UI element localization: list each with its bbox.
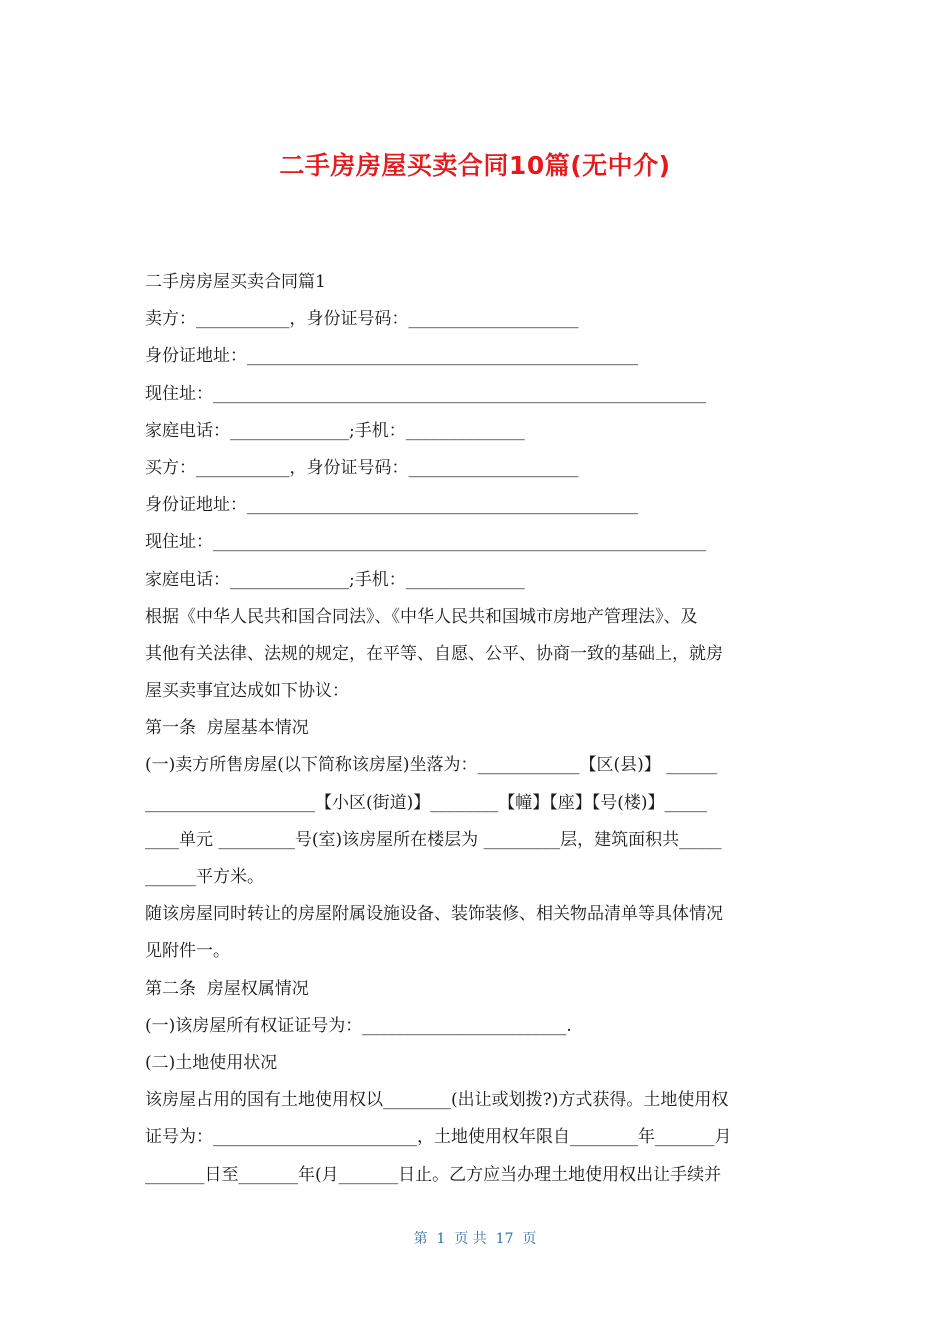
text-line: ____________________【小区(街道)】________【幢】【座】【号(楼)】_____ xyxy=(145,792,708,813)
text-line: (一)该房屋所有权证证号为：________________________. xyxy=(145,1015,572,1036)
text-line: 家庭电话：______________;手机：______________ xyxy=(145,569,525,590)
text-line: (二)土地使用状况 xyxy=(145,1052,278,1073)
text-line: 屋买卖事宜达成如下协议： xyxy=(145,681,349,702)
text-line: 现住址：__________________________________________________________ xyxy=(145,383,706,404)
text-line: 第二条 房屋权属情况 xyxy=(145,978,309,999)
text-line: 买方：___________，身份证号码：____________________ xyxy=(145,457,579,478)
text-line: 卖方：___________，身份证号码：____________________ xyxy=(145,309,579,330)
text-line: (一)卖方所售房屋(以下简称该房屋)坐落为：____________【区(县)】 ______ xyxy=(145,755,718,776)
document-title: 二手房房屋买卖合同10篇(无中介) xyxy=(279,151,671,180)
text-line: 见附件一。 xyxy=(145,941,230,962)
text-line: 身份证地址：______________________________________________ xyxy=(145,495,638,516)
text-line: 随该房屋同时转让的房屋附属设施设备、装饰装修、相关物品清单等具体情况 xyxy=(145,904,723,925)
document-body xyxy=(145,264,807,1194)
text-line: 家庭电话：______________;手机：______________ xyxy=(145,420,525,441)
text-line: 根据《中华人民共和国合同法》、《中华人民共和国城市房地产管理法》、及 xyxy=(145,606,698,627)
text-line: 二手房房屋买卖合同篇1 xyxy=(145,272,326,292)
text-line: 其他有关法律、法规的规定，在平等、自愿、公平、协商一致的基础上，就房 xyxy=(145,643,723,664)
text-line: _______日至_______年(月_______日止。乙方应当办理土地使用权出让手续并 xyxy=(145,1164,722,1185)
text-line: 该房屋占用的国有土地使用权以________(出让或划拨?)方式获得。土地使用权 xyxy=(145,1090,729,1111)
text-line: 证号为：________________________，土地使用权年限自________年_______月 xyxy=(145,1127,732,1148)
text-line: ____单元 _________号(室)该房屋所在楼层为 _________层，建筑面积共_____ xyxy=(145,829,722,850)
text-line: 第一条 房屋基本情况 xyxy=(145,718,309,739)
page-footer: 第 1 页 共 17 页 xyxy=(413,1231,537,1247)
text-line: 现住址：__________________________________________________________ xyxy=(145,532,706,553)
text-line: 身份证地址：______________________________________________ xyxy=(145,346,638,367)
text-line: ______平方米。 xyxy=(145,867,264,887)
